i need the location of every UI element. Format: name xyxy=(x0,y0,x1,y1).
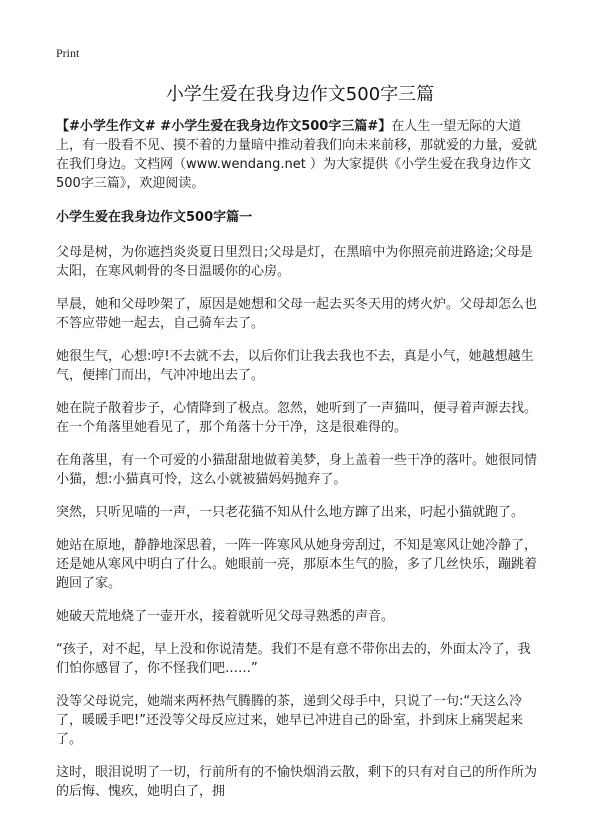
paragraph-6: 突然，只听见喵的一声，一只老花猫不知从什么地方蹿了出来，叼起小猫就跑了。 xyxy=(56,505,525,520)
section-heading: 小学生爱在我身边作文500字篇一 xyxy=(56,210,253,225)
paragraph-8: 她破天荒地烧了一壶开水，接着就听见父母寻熟悉的声音。 xyxy=(56,609,395,624)
paragraph-5: 在角落里，有一个可爱的小猫甜甜地做着美梦，身上盖着一些干净的落叶。她很同情小猫，想:小猫真可怜，这么小就被猫妈妈抛弃了。 xyxy=(56,453,538,487)
intro-tag: 【#小学生作文# #小学生爱在我身边作文500字三篇#】 xyxy=(56,119,392,134)
paragraph-7: 她站在原地，静静地深思着，一阵一阵寒风从她身旁刮过，不知是寒风让她冷静了，还是她从寒风中明白了什么。她眼前一亮，那原本生气的脸，多了几丝快乐，蹦跳着跑回了家。 xyxy=(56,538,538,591)
print-link[interactable]: Print xyxy=(56,46,80,60)
paragraph-11: 这时，眼泪说明了一切，行前所有的不愉快烟消云散，剩下的只有对自己的所作所为的后悔、愧疚，她明白了，拥 xyxy=(56,765,538,799)
intro-text: 在人生一望无际的大道上，有一股看不见、摸不着的力量暗中推动着我们向未来前移，那就爱的力量，爱就在我们身边。文档网（www.wendang.net ）为大家提供《小学生爱在我身边作文500字三篇》，欢迎阅读。 xyxy=(56,119,538,191)
page-title: 小学生爱在我身边作文500字三篇 xyxy=(165,84,435,105)
paragraph-1: 父母是树，为你遮挡炎炎夏日里烈日;父母是灯，在黑暗中为你照亮前进路途;父母是太阳，在寒风刺骨的冬日温暖你的心房。 xyxy=(56,245,533,279)
intro-paragraph xyxy=(56,117,542,193)
article-body xyxy=(56,117,542,815)
paragraph-4: 她在院子散着步子，心情降到了极点。忽然，她听到了一声猫叫，便寻着声源去找。在一个角落里她看见了，那个角落十分干净，这是很难得的。 xyxy=(56,401,538,435)
paragraph-3: 她很生气，心想:哼!不去就不去，以后你们让我去我也不去，真是小气，她越想越生气，便摔门而出，气冲冲地出去了。 xyxy=(56,349,534,383)
paragraph-10: 没等父母说完，她端来两杯热气腾腾的茶，递到父母手中，只说了一句:“天这么冷了，暖暖手吧!”还没等父母反应过来，她早已冲进自己的卧室，扑到床上痛哭起来了。 xyxy=(56,694,523,747)
paragraph-2: 早晨，她和父母吵架了，原因是她想和父母一起去买冬天用的烤火炉。父母却怎么也不答应带她一起去，自己骑车去了。 xyxy=(56,297,538,331)
paragraph-9: “孩子，对不起，早上没和你说清楚。我们不是有意不带你出去的，外面太冷了，我们怕你感冒了，你不怪我们吧……” xyxy=(56,642,531,676)
